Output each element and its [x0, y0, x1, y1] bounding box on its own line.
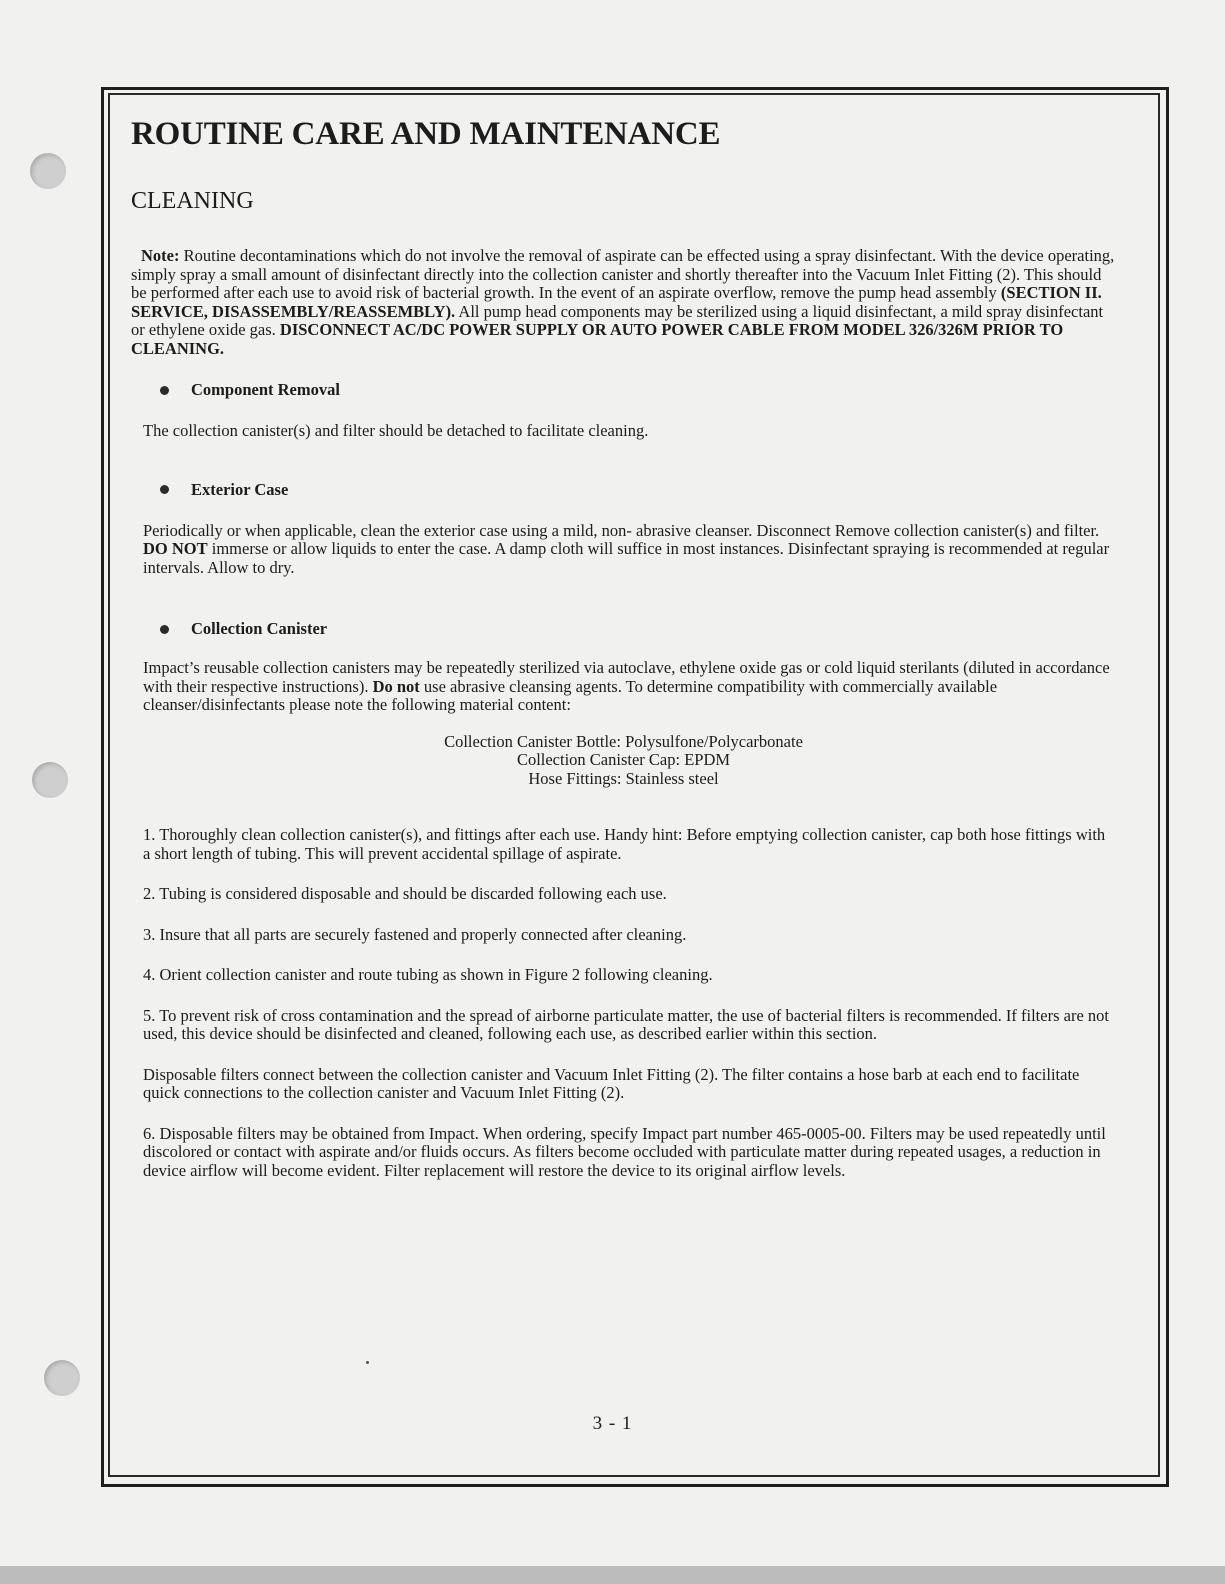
punch-hole-top	[30, 153, 66, 189]
scan-speck	[366, 1361, 369, 1364]
scan-bottom-edge	[0, 1566, 1225, 1584]
page-title: ROUTINE CARE AND MAINTENANCE	[131, 116, 721, 152]
page-number: 3 - 1	[592, 1413, 633, 1434]
material-item: Collection Canister Cap: EPDM	[516, 750, 731, 769]
step-4: 4. Orient collection canister and route tubing as shown in Figure 2 following cleaning.	[143, 965, 713, 984]
page-content	[131, 108, 1116, 1180]
step-6: 6. Disposable filters may be obtained from Impact. When ordering, specify Impact part number 465-0005-00. Filters may be used repeatedly until discolored or contact with aspirate and/or fluids occurs. As filters become occluded with particulate matter during repeated usages, a reduction in device airflow will become evident. Filter replacement will restore the device to its original airflow levels.	[143, 1123, 1106, 1180]
bullet-icon	[160, 625, 169, 634]
step-3: 3. Insure that all parts are securely fastened and properly connected after cleaning.	[143, 924, 687, 944]
note-paragraph: Note: Routine decontaminations which do not involve the removal of aspirate can be effected using a spray disinfectant. With the device operating, simply spray a small amount of disinfectant directly into the collection canister and shortly thereafter into the Vacuum Inlet Fitting (2). This should be performed after each use to avoid risk of bacterial growth. In the event of an aspirate overflow, remove the pump head assembly (SECTION II. SERVICE, DISASSEMBLY/REASSEMBLY). All pump head components may be sterilized using a liquid disinfectant, a mild spray disinfectant or ethylene oxide gas. DISCONNECT AC/DC POWER SUPPLY OR AUTO POWER CABLE FROM MODEL 326/326M PRIOR TO CLEANING.	[131, 246, 1115, 358]
punch-hole-middle	[32, 762, 68, 798]
section-heading-cleaning: CLEANING	[131, 188, 254, 214]
bullet-exterior-case: Exterior Case	[131, 480, 1116, 500]
filters-paragraph: Disposable filters connect between the collection canister and Vacuum Inlet Fitting (2). The filter contains a hose barb at each end to facilitate quick connections to the collection canister and Vacuum Inlet Fitting (2).	[143, 1064, 1080, 1102]
punch-hole-bottom	[44, 1360, 80, 1396]
step-1: 1. Thoroughly clean collection canister(s), and fittings after each use. Handy hint: Before emptying collection canister, cap both hose fittings with a short length of tubing. This will prevent accidental spillage of aspirate.	[143, 825, 1106, 863]
material-content-list	[131, 733, 1116, 789]
bullet-icon	[160, 485, 169, 494]
step-2: 2. Tubing is considered disposable and should be discarded following each use.	[143, 884, 667, 903]
exterior-case-text: Periodically or when applicable, clean the exterior case using a mild, non- abrasive cleanser. Disconnect Remove collection canister(s) and filter. DO NOT immerse or allow liquids to enter the case. A damp cloth will suffice in most instances. Disinfectant spraying is recommended at regular intervals. Allow to dry.	[143, 520, 1110, 577]
collection-canister-text: Impact’s reusable collection canisters may be repeatedly sterilized via autoclave, ethylene oxide gas or cold liquid sterilants (diluted in accordance with their respective instructions). Do not use abrasive cleansing agents. To determine compatibility with commercially available cleanser/disinfectants please note the following material content:	[143, 658, 1110, 714]
bullet-icon	[160, 386, 169, 395]
material-item: Collection Canister Bottle: Polysulfone/Polycarbonate	[444, 731, 803, 751]
step-5: 5. To prevent risk of cross contamination and the spread of airborne particulate matter, the use of bacterial filters is recommended. If filters are not used, this device should be disinfected and cleaned, following each use, as described earlier within this section.	[143, 1005, 1109, 1043]
bullet-collection-canister: Collection Canister	[131, 619, 1116, 639]
material-item: Hose Fittings: Stainless steel	[528, 768, 719, 788]
bullet-component-removal: Component Removal	[131, 380, 1116, 400]
note-label: Note:	[141, 246, 180, 265]
component-removal-text: The collection canister(s) and filter should be detached to facilitate cleaning.	[143, 421, 649, 440]
